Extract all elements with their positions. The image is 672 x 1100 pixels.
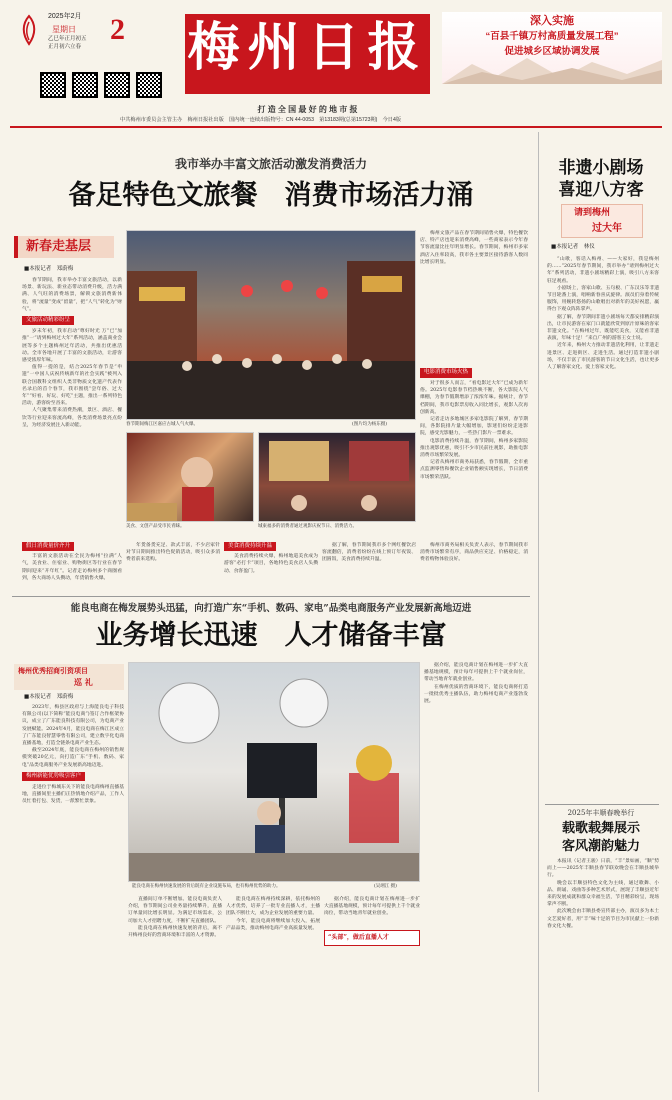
sidebar-1-tag-line-1: 请到梅州 <box>574 208 611 218</box>
story-1-paragraph: 梅州文旅产品在春节期间销售火爆，特色餐饮店、特产店也迎来消费高峰，一些商家表示今年春节客流量比往年明显增长。春节期间，梅州市多家酒店入住率较高，我市各主要景区接待游客人数同比增长明显。 <box>420 231 528 265</box>
sidebar-2-paragraph: 晚会以丰顺县特色文化为主线，通过歌舞、小品、朗诵、戏曲等多种艺术形式，展现了丰顺县近年来的发展成就和群众幸福生活，节目精彩纷呈，现场掌声不断。 <box>547 880 659 908</box>
photo-2-caption: 美食、文创产品受市民青睐。 <box>126 524 185 529</box>
photo-ancient-city-crowd <box>126 230 416 420</box>
sidebar-2-paragraph: 此次晚会由丰顺县委宣传部主办，演员多为本土文艺爱好者，用“丰”味十足的节目为市民献上一份新春文化大餐。 <box>547 909 659 929</box>
story-1-column-1 <box>22 277 122 532</box>
story-1-paragraph: 据了解，春节期间我市多个网红餐饮店客流翻倍，消费者纷纷在线上预订年夜饭、团圆饭，美食消费持续升温。 <box>322 543 416 563</box>
photo-food-stall <box>126 432 254 522</box>
section-divider <box>12 596 530 597</box>
weekday: 星期日 <box>52 25 76 34</box>
story-1-subhead-3: 美食消费持续升温 <box>224 542 276 551</box>
sidebar-2-body <box>547 858 659 1083</box>
sidebar-2-headline-line-2: 客风潮韵魅力 <box>561 839 640 854</box>
sidebar-1-tag <box>561 204 643 238</box>
story-2-byline: ■本报记者 郑蔚梅 <box>24 694 74 700</box>
story-1-subhead-2-wrap <box>420 368 472 378</box>
story-2-subhead-1: 梅州新能优势吸引客户 <box>22 772 85 781</box>
photo-3-caption: 城東福多的消费者通过观影庆祝节日、消费活力。 <box>258 524 357 529</box>
story-1-tag-label: 新春走基层 <box>26 239 92 254</box>
qr-code-icon <box>136 72 162 98</box>
story-2-quote-box <box>324 930 420 946</box>
story-1-subhead-1: 文旅活动精彩纷呈 <box>22 316 74 325</box>
sidebar-2-paragraph: 本报讯（记者王骏）日前，“丰”景如画，“顺”势而上——2025年丰顺县春节联欢晚会在丰顺县城举行。 <box>547 859 659 879</box>
story-1-paragraph: 对于很多人而言，“看电影过大年”已成为新年俗。2025年电影春节档热映不断，各大影院人气爆棚，为春节假期增添了浓浓年味。据统计，春节档期间，我市电影票房收入同比增长，观影人次再创新高。 <box>420 381 528 415</box>
qr-code-icon <box>40 72 66 98</box>
story-2-tag <box>14 664 124 690</box>
story-1-paragraph: 春节期间，我市举办丰富文旅活动，以新场景、新玩法、新业态带动消费升级，活力满满、人气旺的消费场景，解锁文旅消费新体验，将“流量”变成“留量”，把“人气”转化为“财气”。 <box>22 278 122 312</box>
photo-cinema <box>258 432 416 522</box>
sidebar-1-paragraph: 近年来，梅州大力推动非遗活化利用，让非遗走进景区、走进街区、走进生活。通过打造非遗小剧场，不仅丰富了市民游客的节日文化生活，也让更多人了解客家文化、爱上客家文化。 <box>547 343 659 371</box>
paper-logo-icon <box>18 14 40 48</box>
story-2-paragraph: 走进位于梅城东关下的能良电商梅州直播基地，直播间里主播们正热情地介绍产品，工作人员忙着打包、发货，一派繁忙景象。 <box>22 785 124 805</box>
story-1-column-2 <box>420 230 528 365</box>
story-1-paragraph: 记者从梅州市商务局获悉，春节假期，全市重点监测零售和餐饮企业销售额实现增长，节日消费市场繁荣活跃。 <box>420 460 528 480</box>
sidebar-1-paragraph: 据了解，春节期间非遗小剧场每天都安排精彩演出，让市民游客在家门口就能欣赏到原汁原味的客家非遗文化。“在梅州过年，既能吃美食，又能看非遗表演，年味十足！”来自广州的游客王女士说。 <box>547 314 659 342</box>
story-2-column-2 <box>128 896 222 1084</box>
story-1-subhead-4: 假日消费量价齐升 <box>22 542 74 551</box>
masthead-divider <box>10 126 662 128</box>
sidebar-1-paragraph: “山歌，客话入梅州、——大家好，我是梅州的……”2025年春节期间，我市举办“请到梅州过大年”系列活动，非遗小剧场精彩上演，吸引八方来客驻足观看。 <box>547 257 659 284</box>
sidebar-divider <box>545 804 659 805</box>
story-2-column-1 <box>22 704 124 1082</box>
masthead-title: 梅州日报 <box>187 17 428 78</box>
masthead-slogan: 打 造 全 国 最 好 的 地 市 报 <box>257 105 358 114</box>
qr-code-row <box>40 72 162 106</box>
lunar-line-1: 乙巳年正月初五 <box>48 36 87 42</box>
photo-1-caption: 春节期间梅江区嘉应古城人气火爆。 <box>126 422 198 427</box>
story-1-bottom-col-5 <box>420 542 528 588</box>
story-2-paragraph: 据介绍，能良电商计划在梅州进一步扩大直播基地规模，预计每年可提供上千个就业岗位，带动当地青年就业创业。 <box>324 897 420 917</box>
masthead-info-line: 中共梅州市委员会主管主办 梅州日报社出版 国内统一连续出版物号：CN 44-0053 第13183期(总第15723期) 今日4版 <box>120 117 402 123</box>
banner-line-2: “百县千镇万村高质量发展工程” <box>485 31 619 42</box>
story-2-paragraph: 在梅州优质的营商环境下，能良电商将打造一批批优秀主播队伍，助力梅州电商产业蓬勃发展。 <box>424 684 528 705</box>
sidebar-1-headline-line-2: 喜迎八方客 <box>558 180 644 200</box>
banner-line-3: 促进城乡区域协调发展 <box>504 46 600 57</box>
date-year-month: 2025年2月 <box>48 13 82 20</box>
story-1-bottom-col-2 <box>126 542 220 588</box>
story-1 <box>12 132 530 542</box>
story-1-tag <box>14 236 114 258</box>
story-2-column-3 <box>226 896 320 1084</box>
story-2-paragraph: 今年，能良电商将继续加大投入，拓展产品品类，推动梅州电商产业高质量发展。 <box>226 918 320 931</box>
sidebar-1-paragraph: 小剧场上，客家山歌、五句板、广东汉乐等非遗节目轮番上演，唱响新春喜庆旋律。演员们身着传统服饰，用婉转悠扬的山歌唱出对新年的美好祝愿，赢得台下观众阵阵掌声。 <box>547 285 659 313</box>
story-1-subhead-2: 电影消费市场火热 <box>420 368 472 378</box>
story-1-paragraph: 岁末年初，我市启动“尊好时光 万”已“加推”一“请到梅州过大年”系列活动，涵盖商业会展等多个主题梅州过年活动，共推出优惠活动。全市各地开展了丰富的文旅活动，让游客感受浓厚年味。 <box>22 329 122 364</box>
sidebar-2-kicker: 2025年丰顺春晚举行 <box>567 809 635 817</box>
sidebar <box>538 132 662 1092</box>
story-1-bottom-col-1 <box>22 542 122 588</box>
story-1-bottom-col-3 <box>224 542 318 588</box>
qr-code-icon <box>72 72 98 98</box>
photo-1-credit: (图片均为杨东摄) <box>352 422 388 427</box>
story-1-paragraph: 丰富的文旅活动在全民为梅州“拉满”人气，美食业、住宿业、购物街区等行业在春节期间迎来“开年红”。记者走访梅州多个商圈看到，各大商场人头攒动，年货销售火爆。 <box>22 554 122 581</box>
date-day: 2 <box>110 13 125 46</box>
story-2 <box>12 600 530 1090</box>
story-2-paragraph: 截至2024年底，能良电商在梅州的销售规模突破20亿元，向打造广东“手机、数码、家电”品类电商服务产业发展新高地迈进。 <box>22 748 124 768</box>
story-1-paragraph: 梅州市商务局相关负责人表示，春节期间我市消费市场繁荣有序，商品供应充足、价格稳定，消费者购物体验良好。 <box>420 543 528 563</box>
story-1-column-3 <box>420 380 528 530</box>
story-2-tag-line-1: 梅州优秀招商引资项目 <box>18 666 88 675</box>
story-2-quote-label: “头部”，做后直播人才 <box>328 934 389 941</box>
story-2-paragraph: 直播间订单不断增加。能良电商负责人介绍，春节期间公司业务量持续攀升，直播订单量同比增长明显。为满足市场需求，公司加大人才招聘力度，不断扩充直播团队。 <box>128 897 222 924</box>
lunar-line-2: 正月初六立春 <box>48 44 82 50</box>
story-1-paragraph: 人气聚集带来消费热潮，景区、酒店、餐饮等行业迎来客流高峰，各类消费场景亮点纷呈，为经济发展注入新动能。 <box>22 408 122 428</box>
banner-line-1: 深入实施 <box>530 15 574 27</box>
sidebar-1-body <box>547 256 659 796</box>
story-1-paragraph: 记者走访多地城区多家电影院了解到，春节期间，各影院排片量大幅增加，影迷们纷纷走进影院，感受光影魅力，一些热门影片一票难求。 <box>420 417 528 437</box>
story-1-byline: ■本报记者 郑蔚梅 <box>24 266 74 272</box>
sidebar-1-tag-line-2: 过大年 <box>592 223 622 234</box>
story-2-tag-line-2: 巡 礼 <box>74 677 93 687</box>
slogan-banner <box>442 12 662 84</box>
story-2-paragraph: 能良电商在梅州持续深耕，依托梅州的人才优势，培养了一批专业直播人才，主播团队不断壮大，成为企业发展的重要力量。 <box>226 897 320 917</box>
sidebar-2-headline-line-1: 载歌载舞展示 <box>561 821 640 836</box>
story-1-paragraph: 美食消费持续火爆，梅州地道美食成为游客“必打卡”项目，各地特色美食店人头攒动、食客盈门。 <box>224 554 318 574</box>
story-1-paragraph: 值得一提的是，结合2025年春节是“申遗”一中国人庆祝传统新年的社会实践“被列入联合国教科文组织人类非物质文化遗产代表作名录后的首个春节，我市围绕“尝年俗、过大年”“好看、好玩、好吃”主题，推出一系列特色活动，游客纷至沓来。 <box>22 365 122 407</box>
story-2-column-5 <box>424 662 528 1082</box>
masthead <box>0 0 672 128</box>
sidebar-1-headline-line-1: 非遗小剧场 <box>558 158 644 178</box>
date-block <box>18 10 158 55</box>
story-2-paragraph: 2023年，梅县区政府与上海能良电子科技有限公司(以下简称“能良电商”)签订合作框架协议，成立了广东能良科技有限公司，为电商产业发展赋能。2024年4月，能良电商在梅江区成立了广东能良智慧零售有限公司，建立数字化电商直播基地，打造全链条电商产业生态。 <box>22 705 124 747</box>
sidebar-1-byline: ■本报记者 林仪 <box>551 244 595 250</box>
story-2-kicker: 能良电商在梅发展势头迅猛，向打造广东“手机、数码、家电”品类电商服务产业发展新高地迈进 <box>70 603 472 614</box>
story-1-bottom-columns <box>12 542 530 592</box>
story-1-paragraph: 年货备货充足、款式丰富，不少店家针对节日期间推出特色促销活动，吸引众多消费者前来选购。 <box>126 543 220 563</box>
photo-livestream-studio <box>128 662 420 882</box>
story-1-headline: 备足特色文旅餐 消费市场活力涌 <box>68 180 474 211</box>
story-2-photo-credit: (吴翊江 摄) <box>374 884 397 889</box>
story-2-headline: 业务增长迅速 人才储备丰富 <box>95 620 447 651</box>
story-2-column-4 <box>324 896 420 926</box>
story-1-bottom-col-4 <box>322 542 416 588</box>
story-2-paragraph: 能良电商在梅州快速发展的背后，离不开梅州良好的营商环境和丰富的人才资源。 <box>128 925 222 939</box>
story-2-paragraph: 据介绍，能良电商计划在梅州进一步扩大直播基地规模，预计每年可提供上千个就业岗位，带动当地青年就业创业。 <box>424 663 528 683</box>
story-1-paragraph: 电影消费持续升温，春节期间，梅州多家影院推出观影优惠，吸引不少市民前往观影，助推电影消费市场繁荣发展。 <box>420 438 528 459</box>
story-2-photo-caption: 能良电商在梅州快速发展的背后既有企业设施布局，也有梅州优势的助力。 <box>132 884 281 889</box>
qr-code-icon <box>104 72 130 98</box>
story-1-kicker: 我市举办丰富文旅活动激发消费活力 <box>174 157 367 171</box>
